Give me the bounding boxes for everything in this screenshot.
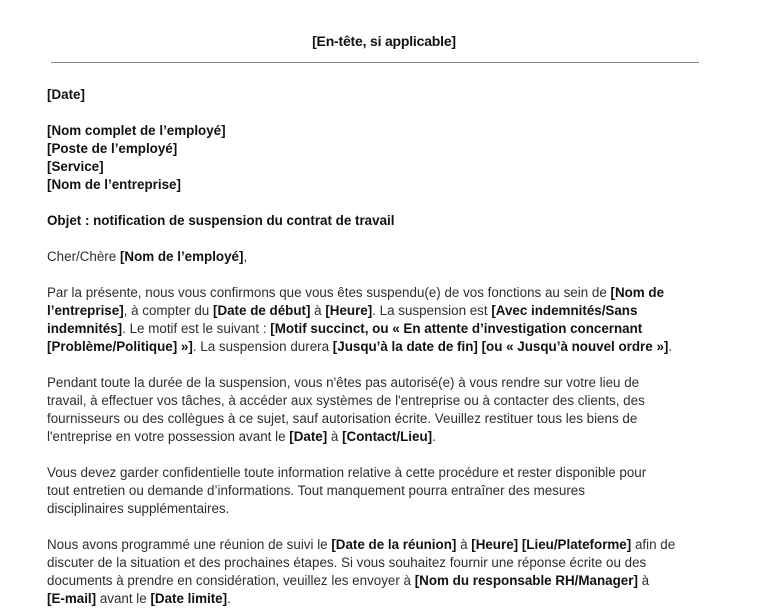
p1-company-b: l’entreprise] xyxy=(47,303,124,318)
p3-line-2: tout entretien ou demande d’informations. Tout manquement pourra entraîner des mesures xyxy=(47,483,585,498)
p2-line-1: Pendant toute la durée de la suspension, vous n'êtes pas autorisé(e) à vous rendre sur votre lieu de xyxy=(47,375,640,390)
p2-text-4c: . xyxy=(432,429,436,444)
p4-text-4b: . xyxy=(227,591,231,606)
p1-text-4: . La suspension est xyxy=(372,303,492,318)
p1-text-7: . xyxy=(668,339,673,354)
p2-text-4a: l'entreprise en votre possession avant le xyxy=(47,429,290,444)
p1-duration: [Jusqu’à la date de fin] [ou « Jusqu’à nouvel ordre »] xyxy=(332,339,669,354)
letter-body xyxy=(47,86,717,608)
paragraph-follow-up xyxy=(47,536,717,608)
p2-text-4b: à xyxy=(327,429,343,444)
p3-line-3: disciplinaires supplémentaires. xyxy=(47,501,230,516)
recipient-position: [Poste de l’employé] xyxy=(47,141,178,156)
p1-text-3: à xyxy=(310,303,326,318)
p4-text-3a: documents à prendre en considération, veuillez les envoyer à xyxy=(47,573,415,588)
p1-start-date: [Date de début] xyxy=(212,303,311,318)
salutation-greeting: Cher/Chère xyxy=(47,249,120,264)
p4-meeting-date: [Date de la réunion] xyxy=(331,537,457,552)
p3-line-1: Vous devez garder confidentielle toute information relative à cette procédure et rester disponible pour xyxy=(47,465,647,480)
paragraph-suspension-notice xyxy=(47,284,717,356)
p4-text-4a: avant le xyxy=(96,591,151,606)
letter-header: [En-tête, si applicable] xyxy=(312,33,456,49)
p2-return-date: [Date] xyxy=(289,429,328,444)
recipient-service: [Service] xyxy=(47,159,104,174)
p1-pay-status-b: indemnités] xyxy=(47,321,123,336)
p1-pay-status-a: [Avec indemnités/Sans xyxy=(491,303,638,318)
letter-subject: Objet : notification de suspension du contrat de travail xyxy=(47,213,395,228)
salutation-end: , xyxy=(243,249,248,264)
header-divider xyxy=(51,62,699,63)
p1-company-a: [Nom de xyxy=(610,285,665,300)
p1-text-2: , à compter du xyxy=(123,303,213,318)
p1-reason-b: [Problème/Politique] »] xyxy=(47,339,193,354)
recipient-full-name: [Nom complet de l’employé] xyxy=(47,123,226,138)
p4-text-3b: à xyxy=(637,573,650,588)
p4-text-1a: Nous avons programmé une réunion de suivi le xyxy=(47,537,332,552)
salutation xyxy=(47,248,717,266)
paragraph-confidentiality xyxy=(47,464,717,518)
p4-line-2: discuter de la situation et des prochaines étapes. Si vous souhaitez fournir une réponse écrite ou des xyxy=(47,555,647,570)
recipient-block xyxy=(47,122,717,194)
p1-text-1: Par la présente, nous vous confirmons que vous êtes suspendu(e) de vos fonctions au sein de xyxy=(47,285,611,300)
p2-line-3: fournisseurs ou des collègues à ce sujet, sauf autorisation écrite. Veuillez restituer tous les biens de xyxy=(47,411,638,426)
p4-meeting-place: [Lieu/Plateforme] xyxy=(521,537,632,552)
letter-date: [Date] xyxy=(47,87,85,102)
p2-contact-place: [Contact/Lieu] xyxy=(342,429,433,444)
p1-text-6: . La suspension durera xyxy=(192,339,333,354)
p4-email: [E-mail] xyxy=(47,591,97,606)
p1-text-5: . Le motif est le suivant : xyxy=(122,321,271,336)
p1-time: [Heure] xyxy=(325,303,373,318)
p2-line-2: travail, à effectuer vos tâches, à accéder aux systèmes de l'entreprise ou à contacter des clients, des xyxy=(47,393,645,408)
p1-reason-a: [Motif succinct, ou « En attente d’investigation concernant xyxy=(270,321,643,336)
recipient-company: [Nom de l’entreprise] xyxy=(47,177,181,192)
paragraph-restrictions xyxy=(47,374,717,446)
p4-text-1b: à xyxy=(456,537,472,552)
p4-meeting-time: [Heure] xyxy=(471,537,519,552)
p4-hr-manager: [Nom du responsable RH/Manager] xyxy=(414,573,638,588)
salutation-name: [Nom de l’employé] xyxy=(119,249,244,264)
p4-text-1d: afin de xyxy=(631,537,676,552)
p4-deadline: [Date limite] xyxy=(150,591,228,606)
